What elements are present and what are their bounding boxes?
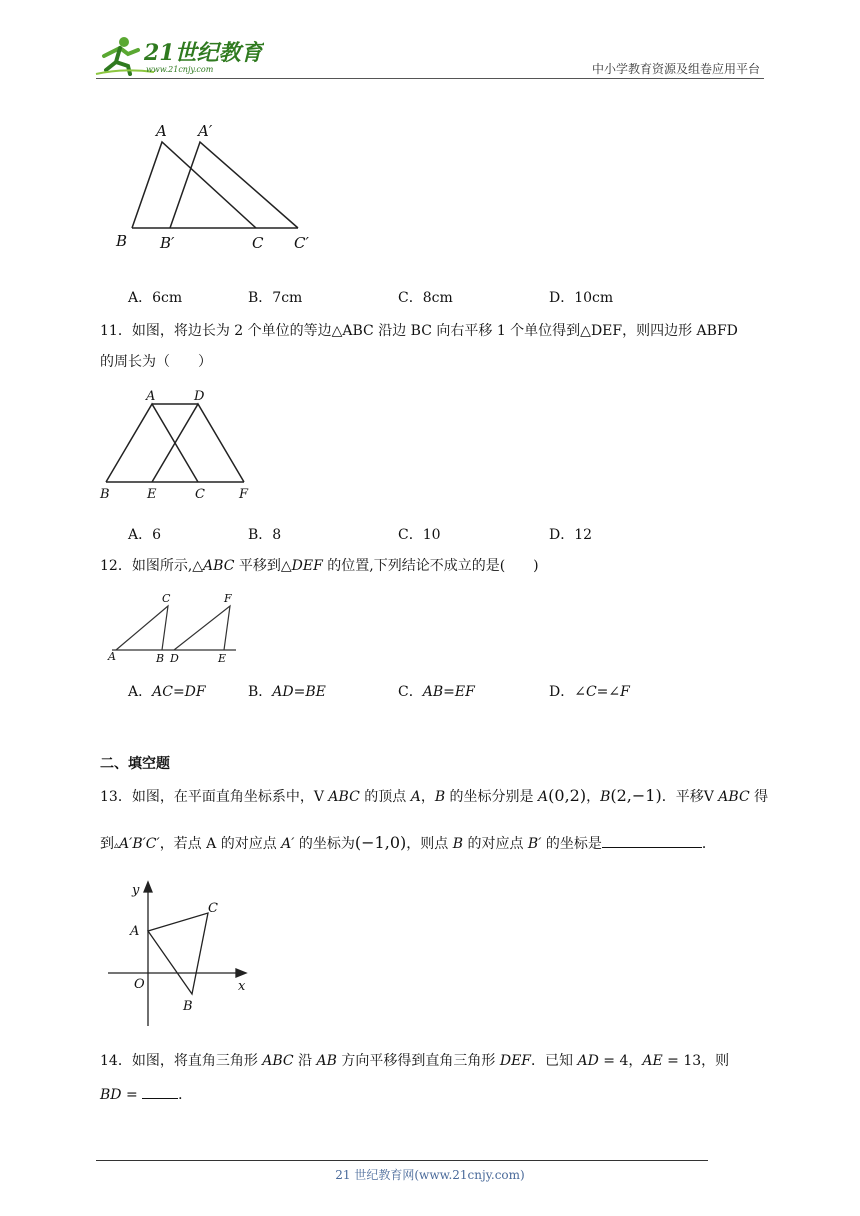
footer-divider bbox=[96, 1160, 708, 1161]
q12-option-b[interactable]: B．AD=BE bbox=[248, 684, 326, 700]
label-a: A bbox=[146, 389, 156, 404]
q11-option-a[interactable]: A．6 bbox=[128, 527, 162, 543]
q12-option-a[interactable]: A．AC=DF bbox=[128, 684, 206, 700]
q13-answer-blank[interactable] bbox=[602, 847, 702, 848]
label-b: B bbox=[116, 232, 128, 250]
label-c: C bbox=[208, 901, 218, 916]
label-a: A bbox=[130, 924, 140, 939]
q13-stem-line2: 到▵A′B′C′，若点 A 的对应点 A′ 的坐标为(−1,0)，则点 B 的对应点 B′ 的坐标是 ． bbox=[100, 833, 716, 852]
q11-figure bbox=[94, 386, 264, 504]
q13-figure bbox=[104, 880, 260, 1030]
q10-option-a[interactable]: A．6cm bbox=[128, 290, 183, 306]
label-b-prime: B′ bbox=[160, 234, 175, 252]
triangle-def bbox=[174, 606, 230, 650]
site-logo bbox=[94, 34, 264, 76]
q12-stem: 12．如图所示,△ABC 平移到△DEF 的位置,下列结论不成立的是( ) bbox=[100, 558, 539, 574]
label-d: D bbox=[170, 652, 179, 665]
q11-option-b[interactable]: B．8 bbox=[248, 527, 282, 543]
x-axis-arrow bbox=[236, 969, 246, 977]
triangle-def bbox=[152, 404, 244, 482]
label-e: E bbox=[218, 652, 227, 665]
triangle-a-prime-b-prime-c-prime bbox=[170, 142, 298, 228]
label-a: A bbox=[156, 122, 167, 140]
q11-stem-line1: 11．如图，将边长为 2 个单位的等边△ABC 沿边 BC 向右平移 1 个单位得到△DEF，则四边形 ABFD bbox=[100, 323, 738, 339]
q11-option-d[interactable]: D．12 bbox=[549, 527, 593, 543]
q10-option-d[interactable]: D．10cm bbox=[549, 290, 614, 306]
label-b: B bbox=[156, 652, 165, 665]
label-c: C bbox=[252, 234, 264, 252]
q14-answer-blank[interactable] bbox=[142, 1098, 178, 1099]
triangle-abc bbox=[148, 913, 208, 994]
header-divider bbox=[96, 78, 764, 79]
q12-figure bbox=[104, 590, 244, 666]
q13-stem-line1: 13．如图，在平面直角坐标系中，V ABC 的顶点 A，B 的坐标分别是 A(0,2)，B(2,−1)．平移V ABC 得 bbox=[100, 786, 769, 805]
label-e: E bbox=[147, 487, 157, 502]
footer-text: 21 世纪教育网(www.21cnjy.com) bbox=[335, 1168, 525, 1182]
label-b: B bbox=[100, 487, 110, 502]
triangle-abc bbox=[132, 142, 256, 228]
y-axis-arrow bbox=[144, 882, 152, 892]
label-c: C bbox=[162, 592, 171, 605]
q11-option-c[interactable]: C．10 bbox=[398, 527, 441, 543]
label-a-prime: A′ bbox=[198, 122, 213, 140]
q11-stem-line2: 的周长为（ ） bbox=[100, 354, 212, 370]
label-d: D bbox=[194, 389, 205, 404]
q10-option-b[interactable]: B．7cm bbox=[248, 290, 303, 306]
label-x: x bbox=[238, 979, 246, 994]
label-y: y bbox=[132, 883, 140, 898]
label-b: B bbox=[183, 999, 193, 1014]
triangle-abc bbox=[106, 404, 198, 482]
label-c-prime: C′ bbox=[294, 234, 309, 252]
triangle-abc bbox=[116, 606, 168, 650]
platform-name: 中小学教育资源及组卷应用平台 bbox=[591, 62, 760, 76]
svg-text:21世纪教育: 21世纪教育 bbox=[144, 40, 263, 66]
q10-option-c[interactable]: C．8cm bbox=[398, 290, 453, 306]
q14-stem-line2: BD = ． bbox=[100, 1087, 193, 1103]
label-o: O bbox=[134, 977, 145, 992]
q10-figure bbox=[110, 118, 330, 258]
label-f: F bbox=[224, 592, 232, 605]
label-f: F bbox=[239, 487, 249, 502]
svg-text:www.21cnjy.com: www.21cnjy.com bbox=[146, 65, 214, 74]
q14-stem-line1: 14．如图，将直角三角形 ABC 沿 AB 方向平移得到直角三角形 DEF．已知 AD = 4，AE = 13，则 bbox=[100, 1053, 730, 1069]
label-c: C bbox=[195, 487, 205, 502]
label-a: A bbox=[108, 650, 116, 663]
q12-option-d[interactable]: D．∠C=∠F bbox=[549, 684, 630, 700]
section-title: 二、填空题 bbox=[100, 756, 170, 772]
q12-option-c[interactable]: C．AB=EF bbox=[398, 684, 475, 700]
